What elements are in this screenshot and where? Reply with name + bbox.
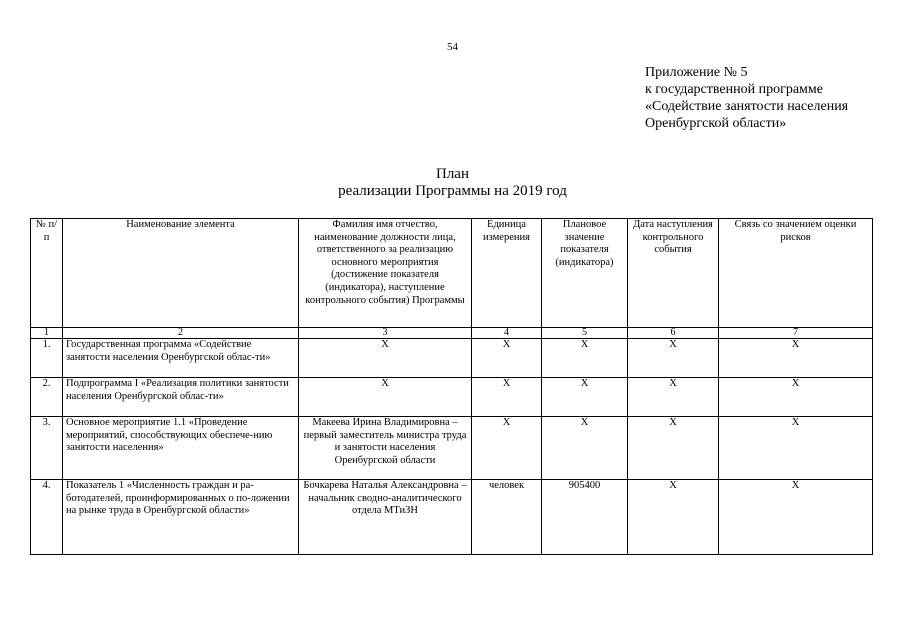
- document-title: [0, 166, 905, 200]
- column-number: 4: [472, 328, 542, 339]
- row-person: Х: [299, 378, 472, 417]
- row-unit: Х: [472, 339, 542, 378]
- row-risk: Х: [719, 480, 873, 555]
- title-line: реализации Программы на 2019 год: [338, 183, 567, 199]
- row-date: Х: [628, 378, 719, 417]
- row-date: Х: [628, 480, 719, 555]
- row-risk: Х: [719, 417, 873, 480]
- row-person: Макеева Ирина Владимировна – первый заместитель министра труда и занятости населения Оренбургской области: [299, 417, 472, 480]
- row-risk: Х: [719, 339, 873, 378]
- header-unit: Единица измерения: [472, 219, 542, 328]
- table-header-row: [31, 219, 873, 328]
- row-plan-value: 905400: [542, 480, 628, 555]
- row-unit: человек: [472, 480, 542, 555]
- row-person: Х: [299, 339, 472, 378]
- appendix-line: Приложение № 5: [645, 65, 748, 80]
- table-row: [31, 417, 873, 480]
- appendix-line: Оренбургской области»: [645, 116, 787, 131]
- header-plan-value: Плановое значение показателя (индикатора): [542, 219, 628, 328]
- column-number: 7: [719, 328, 873, 339]
- row-name: Основное мероприятие 1.1 «Проведение мероприятий, способствующих обеспече-нию занятости населения»: [63, 417, 299, 480]
- column-number: 3: [299, 328, 472, 339]
- row-unit: Х: [472, 378, 542, 417]
- row-num: 3.: [31, 417, 63, 480]
- row-person: Бочкарева Наталья Александровна – начальник сводно-аналитического отдела МТиЗН: [299, 480, 472, 555]
- column-number: 1: [31, 328, 63, 339]
- row-name: Государственная программа «Содействие занятости населения Оренбургской облас-ти»: [63, 339, 299, 378]
- column-number: 5: [542, 328, 628, 339]
- header-date: Дата наступления контрольного события: [628, 219, 719, 328]
- table-row: [31, 378, 873, 417]
- row-name: Подпрограмма I «Реализация политики занятости населения Оренбургской облас-ти»: [63, 378, 299, 417]
- header-num: № п/п: [31, 219, 63, 328]
- row-date: Х: [628, 417, 719, 480]
- row-num: 1.: [31, 339, 63, 378]
- page-number: 54: [447, 41, 458, 53]
- plan-table: [30, 218, 873, 555]
- row-name: Показатель 1 «Численность граждан и ра-ботодателей, проинформированных о по-ложении на рынке труда в Оренбургской области»: [63, 480, 299, 555]
- row-num: 4.: [31, 480, 63, 555]
- row-risk: Х: [719, 378, 873, 417]
- row-unit: Х: [472, 417, 542, 480]
- table-row: [31, 480, 873, 555]
- appendix-line: «Содействие занятости населения: [645, 99, 849, 114]
- column-number: 6: [628, 328, 719, 339]
- row-plan-value: Х: [542, 417, 628, 480]
- column-number-row: [31, 328, 873, 339]
- row-plan-value: Х: [542, 378, 628, 417]
- title-line: План: [435, 166, 469, 182]
- row-date: Х: [628, 339, 719, 378]
- row-num: 2.: [31, 378, 63, 417]
- header-name: Наименование элемента: [63, 219, 299, 328]
- row-plan-value: Х: [542, 339, 628, 378]
- appendix-line: к государственной программе: [645, 82, 823, 97]
- column-number: 2: [63, 328, 299, 339]
- header-person: Фамилия имя отчество, наименование должности лица, ответственного за реализацию основного мероприятия (достижение показателя (индикатора), наступление контрольного события) Программы: [299, 219, 472, 328]
- appendix-caption: [645, 64, 848, 132]
- header-risk: Связь со значением оценки рисков: [719, 219, 873, 328]
- table-row: [31, 339, 873, 378]
